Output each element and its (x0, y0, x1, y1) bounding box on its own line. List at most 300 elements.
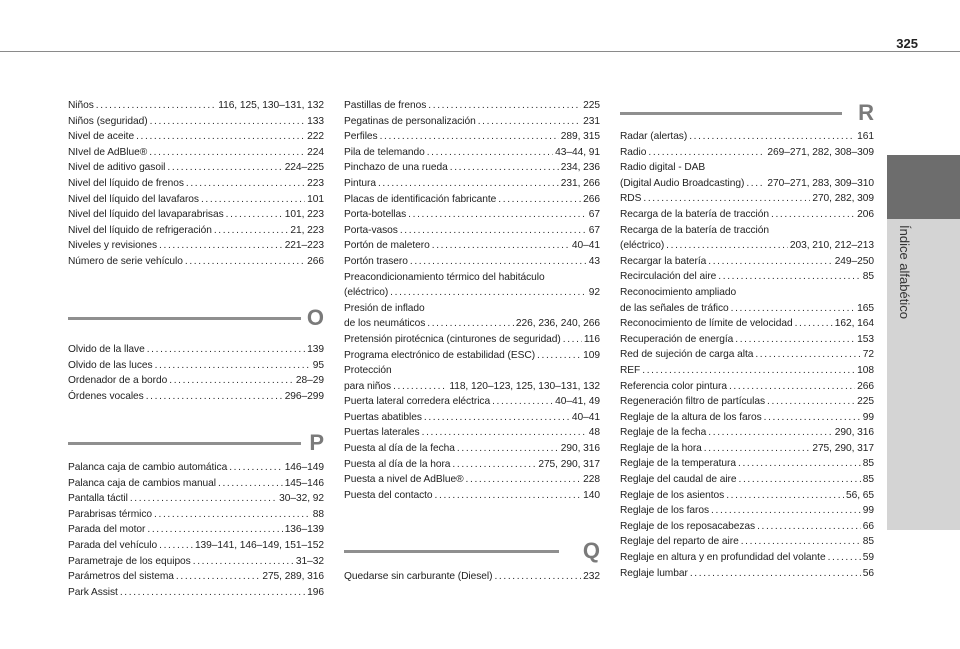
index-term: Niños (seguridad) (68, 115, 148, 127)
index-term: Puertas laterales (344, 427, 420, 439)
index-entry (344, 254, 600, 270)
dot-leader (169, 373, 294, 389)
dot-leader (642, 363, 855, 379)
index-term: Pinchazo de una rueda (344, 162, 448, 174)
index-page-refs[interactable]: 43–44, 91 (555, 146, 600, 158)
index-page-refs[interactable]: 275, 289, 316 (262, 571, 324, 583)
index-page-refs[interactable]: 249–250 (834, 255, 874, 267)
dot-leader (428, 98, 581, 114)
index-page-refs[interactable]: 289, 315 (560, 131, 600, 143)
dot-leader (154, 507, 311, 523)
index-term: Park Assist (68, 586, 118, 598)
dot-leader (427, 316, 514, 332)
dot-leader (159, 238, 283, 254)
index-term: Radio digital - DAB (620, 162, 706, 174)
index-entry (344, 488, 600, 504)
section-letter: R (858, 100, 874, 125)
index-page-refs[interactable]: 269–271, 282, 308–309 (767, 146, 874, 158)
index-entry (68, 192, 324, 208)
side-index-tab[interactable] (887, 155, 960, 219)
index-page-refs[interactable]: 225 (857, 396, 874, 408)
index-term: Reglaje de los reposacabezas (620, 520, 756, 532)
index-term: Olvido de las luces (68, 359, 153, 371)
index-term: Puesta del contacto (344, 489, 433, 501)
index-entry (620, 238, 874, 254)
index-page-refs[interactable]: 101 (307, 193, 324, 205)
index-page-refs[interactable]: 99 (862, 411, 874, 423)
dot-leader (537, 348, 581, 364)
index-term: Placas de identificación fabricante (344, 193, 497, 205)
index-term: Pretensión pirotécnica (cinturones de seguridad) (344, 333, 561, 345)
dot-leader (393, 379, 447, 395)
index-entry (344, 332, 600, 348)
index-term: Perfiles (344, 131, 378, 143)
section-rule (68, 442, 301, 445)
index-block-r (620, 129, 874, 581)
index-entry (68, 342, 324, 358)
dot-leader (422, 425, 587, 441)
index-term: Reglaje de los faros (620, 505, 710, 517)
index-entry (620, 410, 874, 426)
index-page-refs[interactable]: 165 (857, 302, 874, 314)
index-entry (68, 98, 324, 114)
index-term: Preacondicionamiento térmico del habitáculo (344, 271, 545, 283)
index-entry (620, 285, 874, 301)
index-entry (620, 223, 874, 239)
index-page-refs[interactable]: 224–225 (284, 162, 324, 174)
index-term: Referencia color pintura (620, 380, 727, 392)
index-entry (68, 538, 324, 554)
section-rule (68, 317, 301, 320)
index-page-refs[interactable]: 290, 316 (834, 427, 874, 439)
index-page-refs[interactable]: 206 (857, 208, 874, 220)
index-entry (68, 254, 324, 270)
index-page-refs[interactable]: 133 (307, 115, 324, 127)
index-entry (344, 129, 600, 145)
dot-leader (466, 472, 582, 488)
section-letter: P (309, 430, 324, 455)
index-term: Red de sujeción de carga alta (620, 349, 754, 361)
index-page-refs[interactable]: 145–146 (284, 477, 324, 489)
index-entry (68, 522, 324, 538)
dot-leader (666, 238, 788, 254)
section-header-p (68, 430, 324, 460)
index-term: Nivel de aditivo gasoil (68, 162, 166, 174)
dot-leader (380, 129, 559, 145)
index-term: Palanca caja de cambios manual (68, 477, 217, 489)
dot-leader (738, 456, 861, 472)
dot-leader (746, 176, 765, 192)
index-entry (344, 238, 600, 254)
dot-leader (795, 316, 833, 332)
index-page-refs[interactable]: 40–41 (571, 240, 600, 252)
index-page-refs[interactable]: 88 (312, 508, 324, 520)
index-page-refs[interactable]: 40–41, 49 (555, 396, 600, 408)
index-term: RDS (620, 193, 642, 205)
dot-leader (120, 585, 305, 601)
dot-leader (432, 238, 570, 254)
index-term: REF (620, 364, 641, 376)
index-term: Pantalla táctil (68, 493, 128, 505)
index-entry (620, 269, 874, 285)
index-page-refs[interactable]: 85 (862, 458, 874, 470)
index-term: Reglaje de los asientos (620, 489, 725, 501)
index-term: Órdenes vocales (68, 390, 144, 402)
index-page-refs[interactable]: 266 (583, 193, 600, 205)
dot-leader (149, 145, 305, 161)
index-term: Reglaje de la hora (620, 442, 702, 454)
index-entry (344, 207, 600, 223)
index-term: Puesta a nivel de AdBlue® (344, 474, 464, 486)
dot-leader (378, 176, 559, 192)
index-entry (68, 223, 324, 239)
index-term: Nivel de aceite (68, 131, 135, 143)
index-term: Parámetros del sistema (68, 571, 174, 583)
index-page-refs[interactable]: 266 (307, 255, 324, 267)
dot-leader (450, 160, 559, 176)
index-page-refs[interactable]: 234, 236 (560, 162, 600, 174)
dot-leader (731, 301, 856, 317)
index-entry (68, 569, 324, 585)
dot-leader (741, 534, 861, 550)
index-page-refs[interactable]: 275, 290, 317 (812, 442, 874, 454)
index-page-refs[interactable]: 21, 223 (290, 224, 324, 236)
index-entry (68, 207, 324, 223)
index-page-refs[interactable]: 296–299 (284, 390, 324, 402)
index-page-refs[interactable]: 28–29 (295, 375, 324, 387)
dot-leader (739, 472, 861, 488)
dot-leader (176, 569, 260, 585)
index-entry (620, 503, 874, 519)
index-entry (344, 569, 600, 585)
dot-leader (735, 332, 855, 348)
dot-leader (494, 569, 581, 585)
index-page-refs[interactable]: 31–32 (295, 555, 324, 567)
index-term: Recuperación de energía (620, 333, 734, 345)
index-entry (68, 476, 324, 492)
index-entry (620, 207, 874, 223)
dot-leader (424, 410, 570, 426)
dot-leader (457, 441, 559, 457)
index-term: Portón trasero (344, 255, 408, 267)
index-term: Palanca caja de cambio automática (68, 462, 228, 473)
dot-leader (563, 332, 582, 348)
dot-leader (136, 129, 305, 145)
index-term: Reglaje de la altura de los faros (620, 411, 762, 423)
dot-leader (408, 207, 587, 223)
index-term: Nivel del líquido de refrigeración (68, 224, 212, 236)
page-number: 325 (896, 36, 918, 51)
index-term: Programa electrónico de estabilidad (ESC) (344, 349, 536, 361)
dot-leader (214, 223, 289, 239)
index-entry (620, 550, 874, 566)
dot-leader (146, 389, 283, 405)
index-term: Reconocimiento ampliado (620, 286, 737, 298)
index-entry (68, 176, 324, 192)
index-page-refs[interactable]: 109 (583, 349, 600, 361)
section-header-q (344, 538, 600, 568)
index-page-refs[interactable]: 226, 236, 240, 266 (515, 318, 600, 330)
index-entry (68, 238, 324, 254)
index-page-refs[interactable]: 146–149 (284, 462, 324, 473)
index-page-refs[interactable]: 99 (862, 505, 874, 517)
index-term: Parametraje de los equipos (68, 555, 191, 567)
dot-leader (452, 457, 536, 473)
index-page-refs[interactable]: 225 (583, 100, 600, 111)
index-page-refs[interactable]: 72 (862, 349, 874, 361)
dot-leader (201, 192, 305, 208)
index-page-refs[interactable]: 232 (583, 571, 600, 582)
index-term: Pila de telemando (344, 146, 425, 158)
index-entry (68, 554, 324, 570)
section-letter: O (306, 305, 324, 330)
index-entry (344, 176, 600, 192)
index-page-refs[interactable]: 30–32, 92 (279, 493, 324, 505)
index-entry (68, 460, 324, 476)
index-entry (344, 348, 600, 364)
index-page-refs[interactable]: 196 (307, 586, 324, 598)
index-page-refs[interactable]: 56, 65 (845, 489, 874, 501)
index-block-q (344, 569, 600, 585)
index-page-refs[interactable]: 48 (588, 427, 600, 439)
dot-leader (708, 254, 832, 270)
index-entry (620, 425, 874, 441)
index-page-refs[interactable]: 67 (588, 224, 600, 236)
dot-leader (150, 114, 306, 130)
index-term: Porta-vasos (344, 224, 398, 236)
dot-leader (828, 550, 861, 566)
index-entry (620, 566, 874, 582)
index-entry (620, 519, 874, 535)
dot-leader (704, 441, 811, 457)
dot-leader (757, 519, 861, 535)
index-term: Puesta al día de la fecha (344, 443, 455, 455)
index-page-refs[interactable]: 228 (583, 474, 600, 486)
index-page-refs[interactable]: 270, 282, 309 (812, 193, 874, 205)
index-entry (344, 394, 600, 410)
index-entry (620, 191, 874, 207)
index-term: Recarga de la batería de tracción (620, 208, 769, 220)
index-term: Reglaje del caudal de aire (620, 474, 737, 486)
dot-leader (400, 223, 587, 239)
index-term: Ordenador de a bordo (68, 375, 168, 387)
index-page-refs[interactable]: 95 (312, 359, 324, 371)
index-term: Protección (344, 365, 392, 377)
dot-leader (410, 254, 587, 270)
index-page-refs[interactable]: 161 (857, 131, 874, 142)
dot-leader (147, 342, 305, 358)
dot-leader (96, 98, 216, 114)
index-page-refs[interactable]: 85 (862, 536, 874, 548)
dot-leader (229, 460, 283, 476)
index-page-refs[interactable]: 270–271, 283, 309–310 (767, 177, 874, 189)
dot-leader (648, 145, 765, 161)
index-term: Reglaje de la temperatura (620, 458, 736, 470)
dot-leader (718, 269, 860, 285)
dot-leader (427, 145, 553, 161)
index-page-refs[interactable]: 266 (857, 380, 874, 392)
dot-leader (155, 358, 311, 374)
index-entry (344, 160, 600, 176)
index-entry (68, 373, 324, 389)
dot-leader (498, 192, 581, 208)
dot-leader (690, 566, 861, 582)
index-entry (344, 472, 600, 488)
index-entry (344, 145, 600, 161)
index-term: Pintura (344, 177, 376, 189)
dot-leader (755, 347, 860, 363)
index-entry (620, 363, 874, 379)
index-page-refs[interactable]: 116, 125, 130–131, 132 (218, 100, 324, 111)
index-entry (620, 129, 874, 145)
index-entry (344, 441, 600, 457)
dot-leader (159, 538, 193, 554)
index-entry (344, 457, 600, 473)
index-term: Reglaje lumbar (620, 567, 688, 579)
index-page-refs[interactable]: 224 (307, 146, 324, 158)
index-term: Radio (620, 146, 647, 158)
index-term: Puerta lateral corredera eléctrica (344, 396, 491, 408)
dot-leader (130, 491, 277, 507)
index-page-refs[interactable]: 67 (588, 209, 600, 221)
index-page-refs[interactable]: 101, 223 (284, 209, 324, 221)
dot-leader (193, 554, 294, 570)
index-term: Olvido de la llave (68, 344, 145, 355)
index-page-refs[interactable]: 40–41 (571, 411, 600, 423)
index-entry (68, 507, 324, 523)
index-block-n (68, 98, 324, 270)
index-entry (620, 456, 874, 472)
section-letter: Q (582, 538, 600, 563)
index-term: Reglaje de la fecha (620, 427, 707, 439)
index-entry (620, 176, 874, 192)
index-page-refs[interactable]: 43 (588, 255, 600, 267)
index-page-refs[interactable]: 221–223 (284, 240, 324, 252)
index-term: Reconocimiento de límite de velocidad (620, 318, 793, 330)
index-term: NIvel de AdBlue® (68, 146, 148, 158)
dot-leader (186, 176, 305, 192)
index-term: (Digital Audio Broadcasting) (620, 177, 745, 189)
index-page-refs[interactable]: 222 (307, 131, 324, 143)
index-entry (344, 425, 600, 441)
dot-leader (167, 160, 282, 176)
index-page-refs[interactable]: 56 (862, 567, 874, 579)
index-page-refs[interactable]: 85 (862, 271, 874, 283)
dot-leader (226, 207, 283, 223)
index-term: Nivel del líquido del lavaparabrisas (68, 209, 224, 221)
index-block-p-cont (344, 98, 600, 503)
index-entry (344, 114, 600, 130)
dot-leader (729, 379, 855, 395)
index-entry (68, 585, 324, 601)
index-block-p (68, 460, 324, 600)
index-term: Portón de maletero (344, 240, 430, 252)
index-entry (620, 441, 874, 457)
index-entry (68, 389, 324, 405)
dot-leader (643, 191, 810, 207)
dot-leader (492, 394, 553, 410)
dot-leader (708, 425, 832, 441)
index-entry (344, 316, 600, 332)
section-rule (620, 112, 842, 115)
index-entry (68, 491, 324, 507)
index-term: Puertas abatibles (344, 411, 422, 423)
header-rule (0, 51, 960, 52)
index-entry (68, 160, 324, 176)
index-term: Porta-botellas (344, 209, 407, 221)
index-page-refs[interactable]: 139–141, 146–149, 151–152 (194, 539, 324, 551)
index-page-refs[interactable]: 153 (857, 333, 874, 345)
index-page-refs[interactable]: 223 (307, 177, 324, 189)
index-entry (620, 394, 874, 410)
index-term: Nivel del líquido del lavafaros (68, 193, 199, 205)
dot-leader (689, 129, 855, 145)
index-page-refs[interactable]: 92 (588, 287, 600, 299)
index-entry (620, 160, 874, 176)
dot-leader (478, 114, 581, 130)
index-term: Puesta al día de la hora (344, 458, 451, 470)
dot-leader (764, 410, 861, 426)
index-page-refs[interactable]: 290, 316 (560, 443, 600, 455)
index-page-refs[interactable]: 162, 164 (834, 318, 874, 330)
index-entry (344, 223, 600, 239)
index-term: Presión de inflado (344, 302, 425, 314)
dot-leader (218, 476, 283, 492)
index-entry (344, 301, 600, 317)
section-header-r (620, 100, 874, 130)
index-term: (eléctrico) (344, 287, 389, 299)
index-entry (344, 363, 600, 379)
index-page-refs[interactable]: 136–139 (284, 524, 324, 536)
index-page-refs[interactable]: 118, 120–123, 125, 130–131, 132 (449, 380, 600, 392)
index-page-refs[interactable]: 275, 290, 317 (538, 458, 600, 470)
index-entry (344, 285, 600, 301)
index-entry (344, 270, 600, 286)
index-term: Recarga de la batería de tracción (620, 224, 769, 236)
index-term: Niveles y revisiones (68, 240, 158, 252)
index-page-refs[interactable]: 203, 210, 212–213 (789, 240, 874, 252)
index-term: Parada del motor (68, 524, 146, 536)
index-block-o (68, 342, 324, 404)
index-page-refs[interactable]: 85 (862, 474, 874, 486)
index-term: (eléctrico) (620, 240, 665, 252)
index-entry (344, 379, 600, 395)
index-entry (620, 488, 874, 504)
dot-leader (390, 285, 587, 301)
index-term: Pegatinas de personalización (344, 115, 476, 127)
index-entry (344, 192, 600, 208)
index-page-refs[interactable]: 66 (862, 520, 874, 532)
index-page-refs[interactable]: 231 (583, 115, 600, 127)
index-page-refs[interactable]: 231, 266 (560, 177, 600, 189)
index-entry (620, 379, 874, 395)
index-entry (620, 316, 874, 332)
dot-leader (711, 503, 861, 519)
index-page-refs[interactable]: 140 (583, 489, 600, 501)
index-term: Recargar la batería (620, 255, 707, 267)
index-page-refs[interactable]: 139 (307, 344, 324, 355)
dot-leader (726, 488, 844, 504)
index-page-refs[interactable]: 116 (583, 333, 600, 345)
dot-leader (185, 254, 305, 270)
index-page-refs[interactable]: 59 (862, 552, 874, 564)
dot-leader (147, 522, 282, 538)
index-entry (620, 534, 874, 550)
index-term: Reglaje del reparto de aire (620, 536, 739, 548)
index-term: de los neumáticos (344, 318, 426, 330)
index-page-refs[interactable]: 108 (857, 364, 874, 376)
index-term: Parada del vehículo (68, 539, 158, 551)
